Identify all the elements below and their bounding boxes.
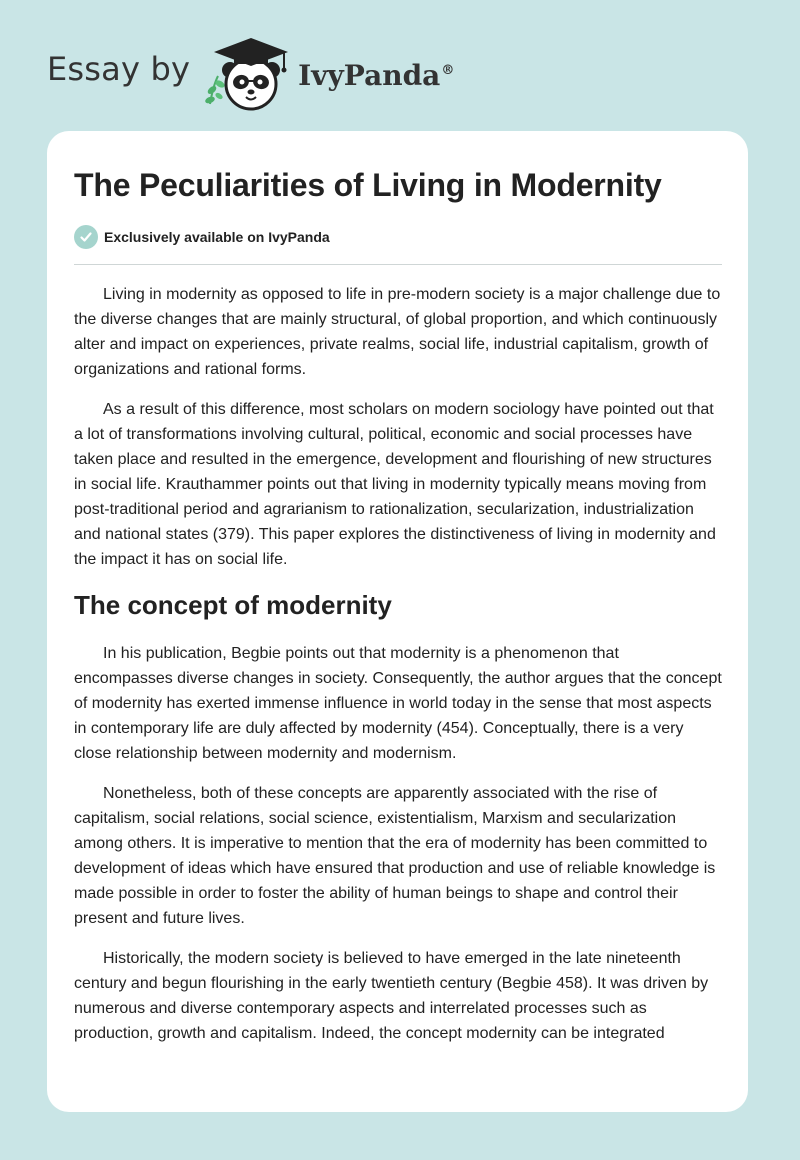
site-header (47, 32, 454, 112)
intro-paragraph-1: Living in modernity as opposed to life in pre-modern society is a major challenge due to the diverse changes that are mainly structural, of global proportion, and which continuously alter and impact on experiences, private realms, social life, industrial capitalism, growth of organizations and rational forms. (74, 286, 721, 378)
registered-mark: ® (441, 63, 455, 79)
brand-name-text: IvyPanda (298, 58, 441, 92)
checkmark-icon (74, 225, 98, 249)
essay-by-label: Essay by (47, 50, 191, 88)
essay-title: The Peculiarities of Living in Modernity (74, 167, 662, 203)
section-heading: The concept of modernity (74, 590, 392, 620)
section-paragraph-1: In his publication, Begbie points out that modernity is a phenomenon that encompasses diverse changes in society. Consequently, the author argues that the concept of modernity has exerted immense influence in world today in the sense that most aspects in contemporary life are duly affected by modernity (454). Conceptually, there is a very close relationship between modernity and modernism. (74, 645, 722, 762)
title-divider (74, 264, 722, 265)
section-paragraph-3: Historically, the modern society is believed to have emerged in the late nineteenth century and begun flourishing in the early twentieth century (Begbie 458). It was driven by numerous and diverse contemporary aspects and interrelated processes such as production, growth and capitalism. Indeed, the concept modernity can be integrated (74, 950, 709, 1042)
essay-card (47, 131, 748, 1112)
intro-paragraph-2: As a result of this difference, most scholars on modern sociology have pointed out that a lot of transformations involving cultural, political, economic and social processes have taken place and resulted in the emergence, development and flourishing of new structures in social life. Krauthammer points out that living in modernity typically means moving from post-traditional period and agrarianism to rationalization, secularization, industrialization and national states (379). This paper explores the distinctiveness of living in modernity and the impact it has on social life. (74, 401, 716, 568)
exclusive-badge (74, 223, 722, 251)
section-paragraph-2: Nonetheless, both of these concepts are apparently associated with the rise of capitalism, social relations, social science, existentialism, Marxism and secularization among others. It is imperative to mention that the era of modernity has been committed to development of ideas which have ensured that production and use of reliable knowledge is made possible in order to foster the ability of human beings to shape and control their present and future lives. (74, 785, 716, 927)
ivypanda-panda-logo-icon[interactable] (200, 32, 294, 112)
ivypanda-brand-name[interactable] (298, 59, 454, 92)
exclusive-badge-label: Exclusively available on IvyPanda (104, 229, 330, 245)
